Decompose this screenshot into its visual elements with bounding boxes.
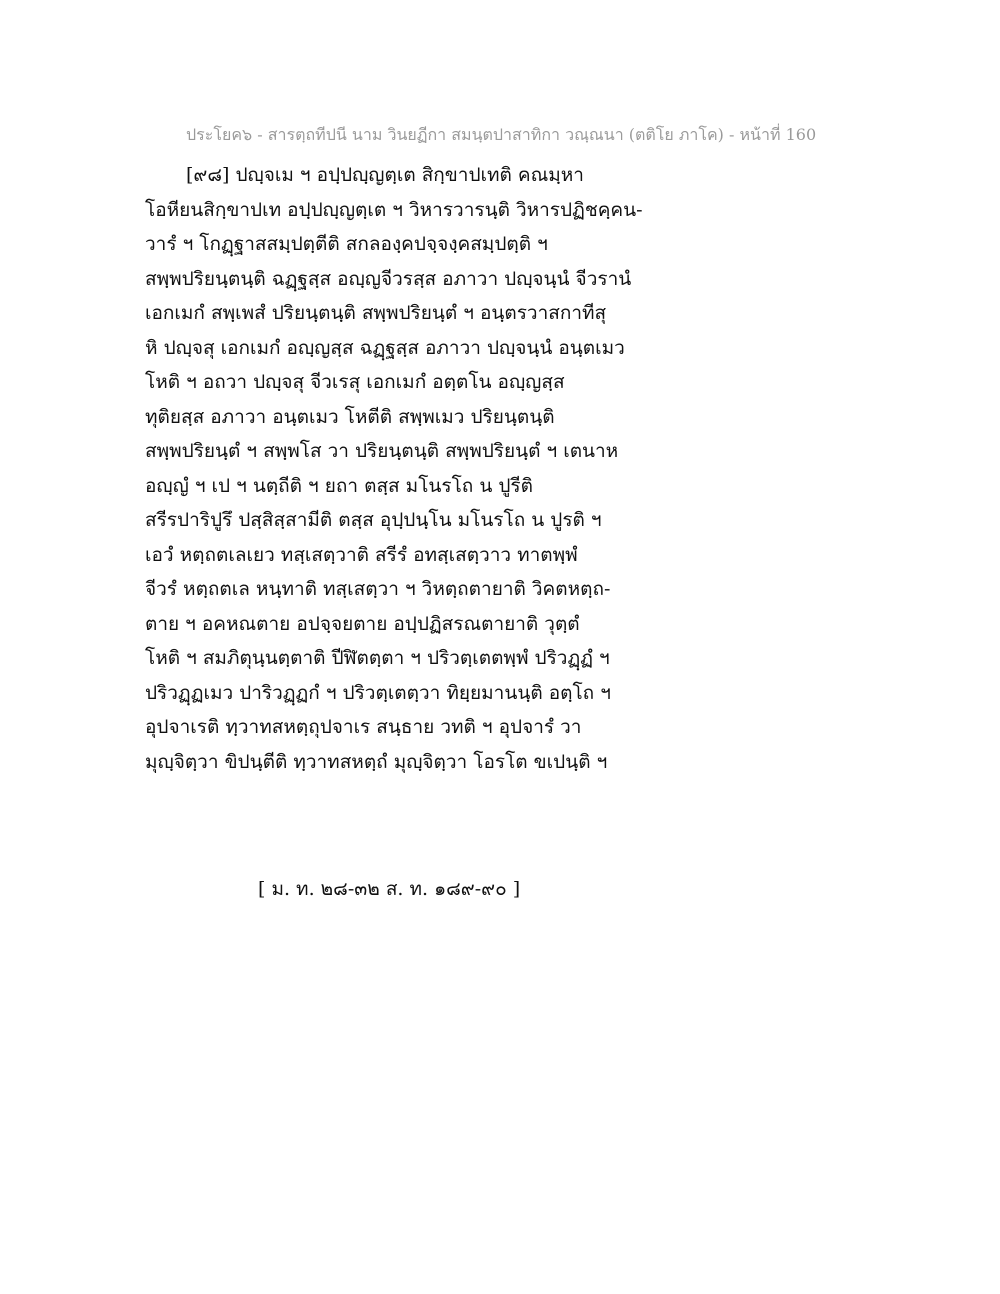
- text-line: วารํ ฯ โกฏฺฐาสสมฺปตฺตีติ สกลองฺคปจฺจงฺคสมฺปตฺติ ฯ: [145, 233, 548, 255]
- text-line: สพฺพปริยนฺตํ ฯ สพฺพโส วา ปริยนฺตนฺติ สพฺพปริยนฺตํ ฯ เตนาห: [145, 440, 619, 462]
- text-line: หิ ปญฺจสุ เอกเมกํ อญฺญสฺส ฉฏฺฐสฺส อภาวา ปญฺจนฺนํ อนฺตเมว: [145, 336, 625, 359]
- text-line: ทุติยสฺส อภาวา อนฺตเมว โหตีติ สพฺพเมว ปริยนฺตนฺติ: [145, 405, 555, 428]
- text-line: เอวํ หตฺถตเลเยว ทสฺเสตฺวาติ สรีรํ อทสฺเสตฺวาว ทาตพฺพํ: [145, 543, 578, 566]
- text-line: เอกเมกํ สพฺเพสํ ปริยนฺตนฺติ สพฺพปริยนฺตํ ฯ อนฺตรวาสกาทีสุ: [145, 302, 607, 324]
- text-line: สพฺพปริยนฺตนฺติ ฉฏฺฐสฺส อญฺญจีวรสฺส อภาวา ปญฺจนฺนํ จีวรานํ: [145, 267, 632, 290]
- running-header: ประโยค๖ - สารตฺถทีปนี นาม วินยฏีกา สมนฺตปาสาทิกา วณฺณนา (ตติโย ภาโค) - หน้าที่ 160: [186, 125, 817, 144]
- text-line: ปริวฏฺฏเมว ปาริวฏฺฏกํ ฯ ปริวตฺเตตฺวา ทิยฺยมานนฺติ อตฺโถ ฯ: [145, 681, 611, 704]
- text-line: อญฺญํ ฯ เป ฯ นตฺถีติ ฯ ยถา ตสฺส มโนรโถ น ปูรีติ: [145, 474, 533, 497]
- text-line: [๙๘] ปญฺจเม ฯ อปฺปญฺญตฺเต สิกฺขาปเทติ คณมฺหา: [186, 164, 584, 186]
- text-line: โหติ ฯ อถวา ปญฺจสุ จีวเรสุ เอกเมกํ อตฺตโน อญฺญสฺส: [145, 371, 565, 393]
- text-line: จีวรํ หตฺถตเล หนฺทาติ ทสฺเสตฺวา ฯ วิหตฺถตายาติ วิคตหตฺถ-: [145, 578, 611, 600]
- text-line: โหติ ฯ สมภิตุนฺนตฺตาติ ปีฬิตตฺตา ฯ ปริวตฺเตตพฺพํ ปริวฏฺฏํ ฯ: [145, 647, 610, 669]
- text-line: ตาย ฯ อคหณตาย อปจฺจยตาย อปฺปฏิสรณตายาติ วุตฺตํ: [145, 612, 580, 635]
- text-line: มุญฺจิตฺวา ขิปนฺตีติ ทฺวาทสหตฺถํ มุญฺจิตฺวา โอรโต ขเปนฺติ ฯ: [145, 750, 608, 773]
- body-text: [145, 158, 865, 779]
- text-line: สรีรปาริปูรึ ปสฺสิสฺสามีติ ตสฺส อุปฺปนฺโน มโนรโถ น ปูรติ ฯ: [145, 509, 602, 531]
- source-reference: [ ม. ท. ๒๘-๓๒ ส. ท. ๑๘๙-๙๐ ]: [258, 878, 521, 900]
- text-line: โอหียนสิกฺขาปเท อปฺปญฺญตฺเต ฯ วิหารวารนฺติ วิหารปฏิชคฺคน-: [145, 198, 643, 221]
- text-line: อุปจาเรติ ทฺวาทสหตฺถุปจาเร สนฺธาย วทติ ฯ อุปจารํ วา: [145, 716, 582, 738]
